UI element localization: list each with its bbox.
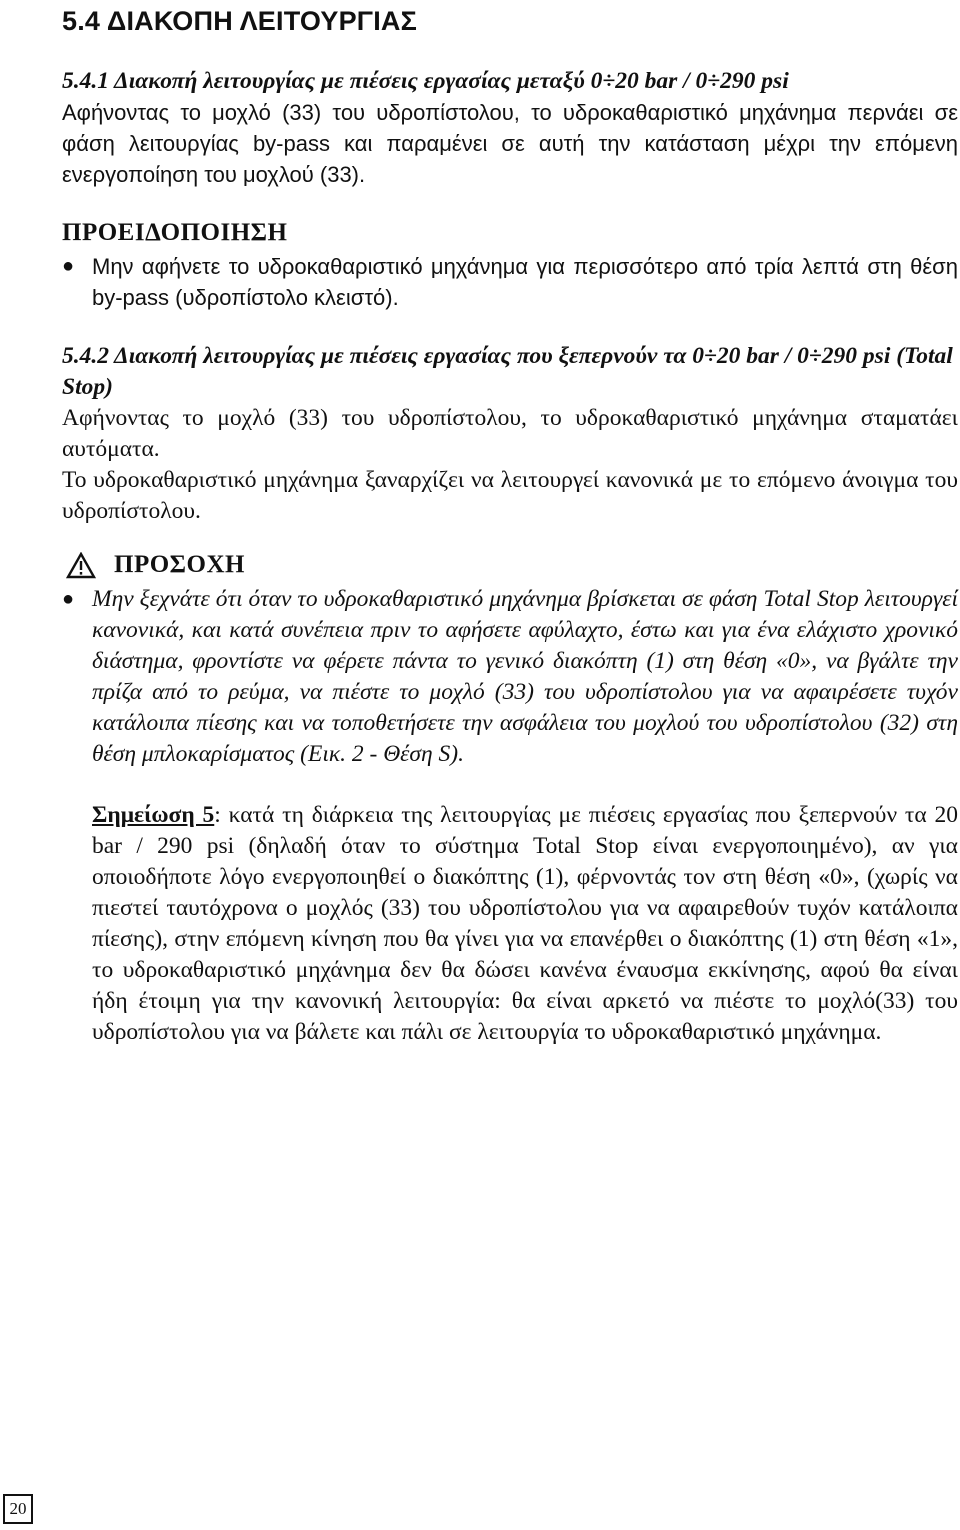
subsection-2-title: 5.4.2 Διακοπή λειτουργίας με πιέσεις εργασίας που ξεπερνούν τα 0÷20 bar / 0÷290 psi (Total Stop) [62, 343, 953, 400]
note-5 [92, 800, 958, 1048]
warning-bullet [62, 251, 958, 313]
bullet-dot-icon: ● [62, 255, 75, 277]
caution-bullet [62, 584, 958, 770]
subsection-2-text-2: Το υδροκαθαριστικό μηχάνημα ξαναρχίζει να λειτουργεί κανονικά με το επόμενο άνοιγμα του υδροπίστολου. [62, 467, 958, 524]
note-text: : κατά τη διάρκεια της λειτουργίας με πιέσεις εργασίας που ξεπερνούν τα 20 bar / 290 psi (δηλαδή όταν το σύστημα Total Stop είναι ενεργοποιημένο), αν για οποιοδήποτε λόγο ενεργοποιηθεί ο διακόπτης (1), φέρνοντάς τον στη θέση «0», (χωρίς να πιεστεί ταυτόχρονα ο μοχλός (33) του υδροπίστολου για να αφαιρεθούν τυχόν κατάλοιπα πίεσης), στην επόμενη κίνηση που θα γίνει για να επανέρθει ο διακόπτης (1) στη θέση «1», το υδροκαθαριστικό μηχάνημα δεν θα δώσει κανένα έναυσμα εκκίνησης, αφού θα είναι ήδη έτοιμη για την κανονική λειτουργία: θα είναι αρκετό να πιέστε το μοχλό(33) του υδροπίστολου για να βάλετε και πάλι σε λειτουργία το υδροκαθαριστικό μηχάνημα. [92, 802, 958, 1045]
page-number: 20 [3, 1494, 33, 1524]
bullet-dot-icon: ● [62, 588, 75, 610]
note-label: Σημείωση 5 [92, 802, 215, 828]
warning-triangle-icon [66, 552, 96, 579]
caution-title: ΠΡΟΣΟΧΗ [114, 551, 245, 578]
subsection-1-text: Αφήνοντας το μοχλό (33) του υδροπίστολου, το υδροκαθαριστικό μηχάνημα περνάει σε φάση λειτουργίας by-pass και παραμένει σε αυτή την κατάσταση μέχρι την επόμενη ενεργοποίηση του μοχλού (33). [62, 100, 958, 187]
caution-heading [66, 551, 245, 579]
section-title: 5.4 ΔΙΑΚΟΠΗ ΛΕΙΤΟΥΡΓΙΑΣ [62, 6, 418, 36]
subsection-2-text-1: Αφήνοντας το μοχλό (33) του υδροπίστολου, το υδροκαθαριστικό μηχάνημα σταματάει αυτόματα. [62, 405, 958, 462]
warning-bullet-text: Μην αφήνετε το υδροκαθαριστικό μηχάνημα για περισσότερο από τρία λεπτά στη θέση by-pass (υδροπίστολο κλειστό). [92, 254, 958, 310]
caution-bullet-text: Μην ξεχνάτε ότι όταν το υδροκαθαριστικό μηχάνημα βρίσκεται σε φάση Total Stop λειτουργεί κανονικά, και κατά συνέπεια πριν το αφήσετε αφύλαχτο, έστω και για ένα ελάχιστο χρονικό διάστημα, φροντίστε να φέρετε πάντα το γενικό διακόπτη (1) στη θέση «0», να βγάλτε την πρίζα από το ρεύμα, να πιέστε το μοχλό (33) του υδροπίστολου για να αφαιρέσετε τυχόν κατάλοιπα πίεσης και να τοποθετήσετε την ασφάλεια του μοχλού του υδροπίστολου (32) στη θέση μπλοκαρίσματος (Εικ. 2 - Θέση S). [92, 586, 958, 767]
subsection-1-title: 5.4.1 Διακοπή λειτουργίας με πιέσεις εργασίας μεταξύ 0÷20 bar / 0÷290 psi [62, 68, 789, 94]
warning-title: ΠΡΟΕΙΔΟΠΟΙΗΣΗ [62, 219, 288, 246]
